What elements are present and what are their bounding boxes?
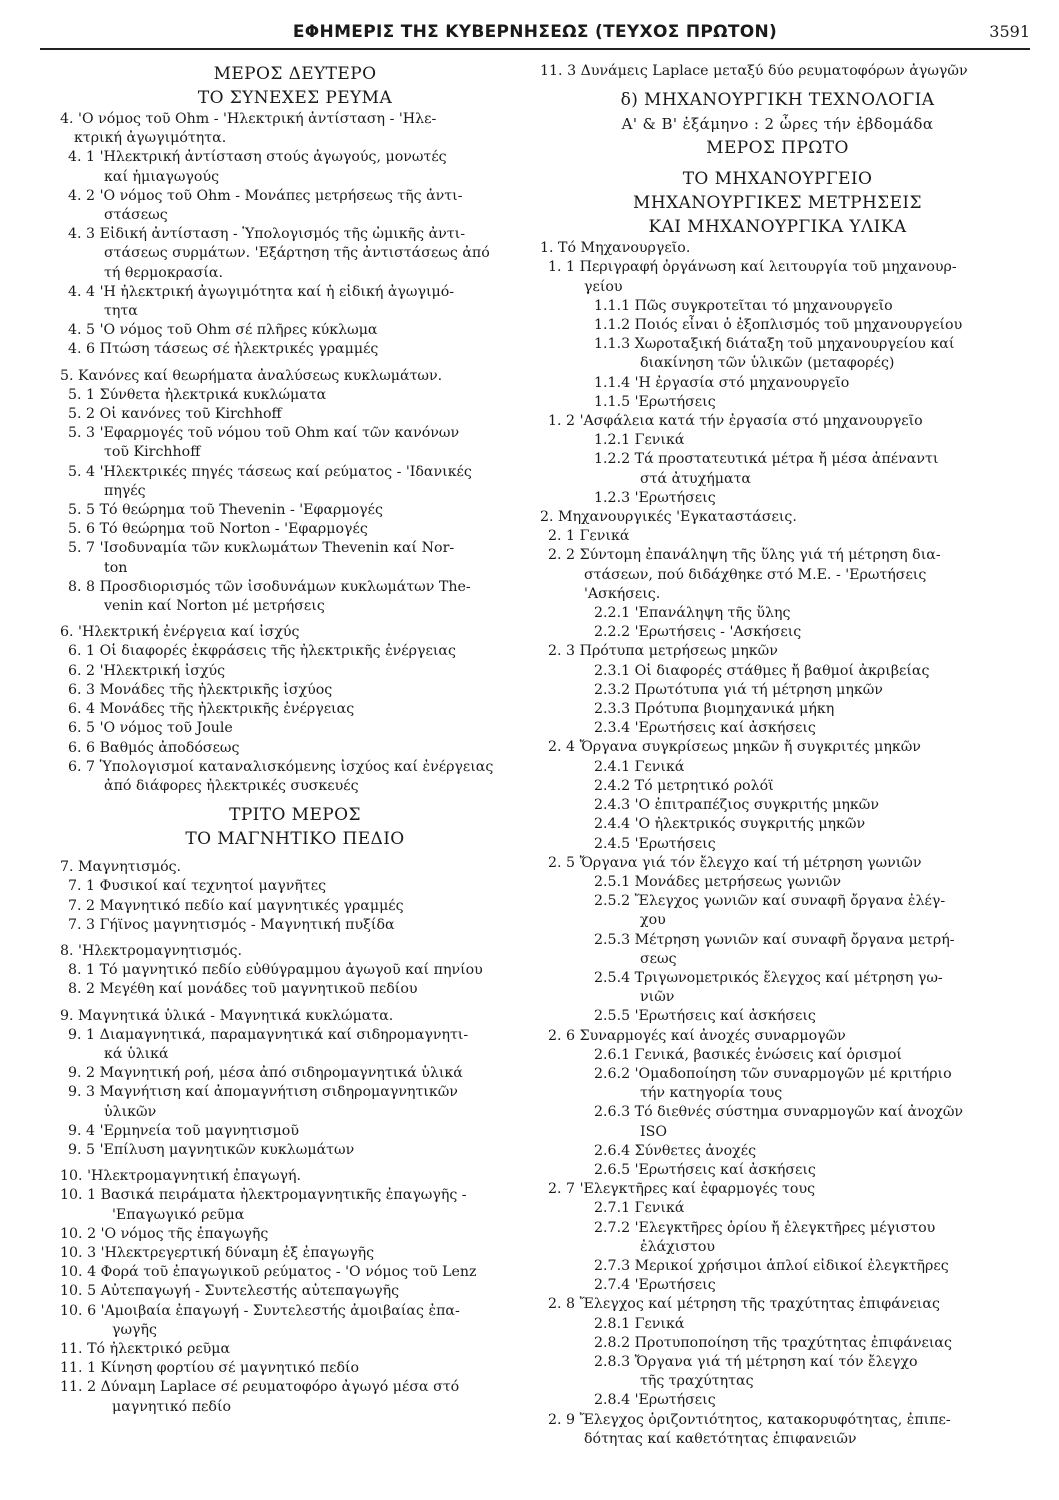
toc-entry: 6. 3 Μονάδες τῆς ἠλεκτρικῆς ἰσχύος (68, 681, 333, 698)
toc-entry: 11. Τό ἠλεκτρικό ρεῦμα (60, 1340, 231, 1357)
section-heading: ΜΕΡΟΣ ΠΡΩΤΟ (706, 138, 849, 159)
toc-entry: 7. 3 Γήϊνος μαγνητισμός - Μαγνητική πυξίδα (68, 916, 395, 933)
toc-entry: στάσεως συρμάτων. 'Εξάρτηση τῆς ἀντιστάσεως ἀπό (104, 245, 490, 262)
toc-entry: 9. 1 Διαμαγνητικά, παραμαγνητικά καί σιδηρομαγνητι- (68, 1026, 469, 1043)
toc-entry: 5. 3 'Εφαρμογές τοῦ νόμου τοῦ Ohm καί τῶν κανόνων (68, 425, 460, 442)
spacer (60, 851, 530, 858)
toc-entry: 2.3.2 Πρωτότυπα γιά τή μέτρηση μηκῶν (594, 681, 883, 698)
page-number: 3591 (989, 22, 1030, 41)
toc-entry: 2.5.2 Ἔλεγχος γωνιῶν καί συναφῆ ὄργανα ἐλέγ- (594, 893, 946, 910)
toc-entry: 8. 'Ηλεκτρομαγνητισμός. (60, 942, 242, 959)
toc-entry: 2.4.4 'Ο ἠλεκτρικός συγκριτής μηκῶν (594, 816, 866, 833)
toc-entry: 5. 7 'Ισοδυναμία τῶν κυκλωμάτων Thevenin καί Nor- (68, 540, 455, 557)
toc-entry: 2.5.4 Τριγωνομετρικός ἔλεγχος καί μέτρηση γω- (594, 969, 943, 986)
right-column (540, 62, 1015, 1449)
toc-entry: στάσεων, πού διδάχθηκε στό Μ.Ε. - 'Ερωτήσεις (584, 566, 927, 583)
toc-entry: 2. 4 Ὄργανα συγκρίσεως μηκῶν ἤ συγκριτές μηκῶν (548, 739, 921, 756)
toc-entry: 2.5.3 Μέτρηση γωνιῶν καί συναφῆ ὄργανα μετρή- (594, 931, 955, 948)
toc-entry: 2.3.1 Οἱ διαφορές στάθμες ἤ βαθμοί ἀκριβείας (594, 662, 930, 679)
toc-entry: 4. 4 'Η ἠλεκτρική ἀγωγιμότητα καί ἡ εἰδική ἀγωγιμό- (68, 283, 455, 300)
toc-entry: 4. 5 'Ο νόμος τοῦ Ohm σέ πλῆρες κύκλωμα (68, 322, 378, 339)
toc-entry: 6. 1 Οἱ διαφορές ἐκφράσεις τῆς ἠλεκτρικῆς ἐνέργειας (68, 643, 456, 660)
toc-entry: 10. 6 'Αμοιβαία ἐπαγωγή - Συντελεστής ἀμοιβαίας ἐπα- (60, 1302, 460, 1319)
toc-entry: πηγές (104, 482, 146, 499)
toc-entry: 2.7.1 Γενικά (594, 1200, 685, 1217)
toc-entry: 2.6.3 Τό διεθνές σύστημα συναρμογῶν καί ἀνοχῶν (594, 1104, 964, 1121)
toc-entry: ἀπό διάφορες ἠλεκτρικές συσκευές (104, 777, 359, 794)
section-heading: ΜΕΡΟΣ ΔΕΥΤΕΡΟ (213, 64, 377, 84)
toc-entry: 2.3.4 'Ερωτήσεις καί ἀσκήσεις (594, 720, 816, 737)
toc-entry: 2. 3 Πρότυπα μετρήσεως μηκῶν (548, 643, 778, 660)
toc-entry: 8. 1 Τό μαγνητικό πεδίο εὐθύγραμμου ἀγωγοῦ καί πηνίου (68, 962, 483, 979)
toc-entry: 8. 8 Προσδιορισμός τῶν ἰσοδυνάμων κυκλωμάτων The- (68, 578, 471, 595)
page-header (40, 18, 1030, 50)
spacer (60, 1000, 530, 1007)
toc-entry: τήν κατηγορία τους (640, 1085, 783, 1102)
toc-entry: venin καί Norton μέ μετρήσεις (104, 598, 325, 615)
toc-entry: 4. 2 'Ο νόμος τοῦ Ohm - Μονάπες μετρήσεως τῆς ἀντι- (68, 187, 463, 204)
toc-entry: 1.1.3 Χωροταξική διάταξη τοῦ μηχανουργείου καί (594, 336, 955, 353)
toc-entry: 2.7.2 'Ελεγκτῆρες ὁρίου ἤ ἐλεγκτῆρες μέγιστου (594, 1219, 936, 1236)
toc-entry: 2.4.1 Γενικά (594, 758, 685, 775)
toc-entry: 5. 1 Σύνθετα ἠλεκτρικά κυκλώματα (68, 386, 327, 403)
toc-entry: 2.4.5 'Ερωτήσεις (594, 835, 716, 852)
toc-entry: 'Ασκήσεις. (584, 585, 661, 602)
toc-entry: 1.2.2 Τά προστατευτικά μέτρα ἤ μέσα ἀπέναντι (594, 451, 939, 468)
toc-entry: 2.3.3 Πρότυπα βιομηχανικά μήκη (594, 701, 835, 718)
toc-entry: 2.6.4 Σύνθετες ἀνοχές (594, 1142, 757, 1159)
toc-entry: σεως (640, 950, 677, 967)
toc-entry: 8. 2 Μεγέθη καί μονάδες τοῦ μαγνητικοῦ πεδίου (68, 981, 418, 998)
toc-entry: 6. 7 Ὑπολογισμοί καταναλισκόμενης ἰσχύος καί ἐνέργειας (68, 758, 494, 775)
toc-entry: 2.7.4 'Ερωτήσεις (594, 1277, 716, 1294)
toc-entry: 4. 'Ο νόμος τοῦ Ohm - 'Ηλεκτρική ἀντίσταση - 'Ηλε- (60, 111, 437, 127)
toc-entry: 1. 2 'Ασφάλεια κατά τήν ἐργασία στό μηχανουργεῖο (548, 413, 923, 430)
toc-entry: 'Επαγωγικό ρεῦμα (112, 1206, 245, 1223)
toc-entry: 2.8.2 Προτυποποίηση τῆς τραχύτητας ἐπιφάνειας (594, 1334, 952, 1351)
toc-entry: τή θερμοκρασία. (104, 264, 223, 281)
spacer (60, 360, 530, 367)
toc-entry: 6. 6 Βαθμός ἀποδόσεως (68, 739, 240, 756)
toc-entry: 4. 3 Εἰδική ἀντίσταση - Ὑπολογισμός τῆς ὠμικῆς ἀντι- (68, 226, 466, 243)
toc-entry: 10. 4 Φορά τοῦ ἐπαγωγικοῦ ρεύματος - 'Ο νόμος τοῦ Lenz (60, 1264, 477, 1281)
left-column (60, 62, 530, 1417)
toc-entry: 5. 4 'Ηλεκτρικές πηγές τάσεως καί ρεύματος - 'Ιδανικές (68, 463, 472, 480)
toc-entry: 2.2.2 'Ερωτήσεις - 'Ασκήσεις (594, 624, 802, 641)
toc-entry: 5. 5 Τό θεώρημα τοῦ Thevenin - 'Εφαρμογές (68, 502, 383, 519)
section-heading: Α' & Β' ἑξάμηνο : 2 ὧρες τήν ἑβδομάδα (621, 115, 934, 134)
toc-entry: 10. 'Ηλεκτρομαγνητική ἐπαγωγή. (60, 1168, 302, 1185)
toc-entry: ἐλάχιστου (640, 1238, 716, 1255)
section-heading: ΚΑΙ ΜΗΧΑΝΟΥΡΓΙΚΑ ΥΛΙΚΑ (648, 217, 907, 238)
toc-entry: κτρική ἀγωγιμότητα. (74, 130, 227, 147)
toc-entry: 2.6.1 Γενικά, βασικές ἑνώσεις καί ὁρισμοί (594, 1046, 902, 1063)
toc-entry: ISO (640, 1123, 667, 1140)
toc-entry: τῆς τραχύτητας (640, 1373, 754, 1390)
toc-entry: 1.1.4 'Η ἐργασία στό μηχανουργεῖο (594, 374, 850, 391)
toc-entry: χου (640, 912, 666, 929)
toc-entry: 9. 5 'Επίλυση μαγνητικῶν κυκλωμάτων (68, 1141, 355, 1158)
spacer (60, 796, 530, 803)
toc-entry: ὑλικῶν (104, 1103, 157, 1120)
section-heading: ΤΟ ΣΥΝΕΧΕΣ ΡΕΥΜΑ (197, 88, 393, 108)
toc-entry: 10. 3 'Ηλεκτρεγερτική δύναμη ἐξ ἐπαγωγῆς (60, 1244, 375, 1261)
toc-entry: 6. 'Ηλεκτρική ἐνέργεια καί ἰσχύς (60, 624, 300, 641)
spacer (60, 935, 530, 942)
toc-entry: δότητας καί καθετότητας ἐπιφανειῶν (584, 1430, 857, 1447)
toc-entry: κά ὑλικά (104, 1045, 169, 1062)
toc-entry: 7. Μαγνητισμός. (60, 859, 182, 876)
toc-entry: ton (104, 559, 128, 576)
toc-entry: τοῦ Kirchhoff (104, 444, 201, 461)
section-heading: ΜΗΧΑΝΟΥΡΓΙΚΕΣ ΜΕΤΡΗΣΕΙΣ (633, 193, 922, 214)
toc-entry: στάσεως (104, 207, 168, 224)
toc-entry: 2.8.4 'Ερωτήσεις (594, 1392, 716, 1409)
toc-entry: 2.8.3 Ὄργανα γιά τή μέτρηση καί τόν ἔλεγχο (594, 1353, 918, 1370)
toc-entry: 2.5.5 'Ερωτήσεις καί ἀσκήσεις (594, 1008, 816, 1025)
toc-entry: 9. 2 Μαγνητική ροή, μέσα ἀπό σιδηρομαγνητικά ὑλικά (68, 1065, 463, 1082)
toc-entry: 1.1.2 Ποιός εἶναι ὁ ἐξοπλισμός τοῦ μηχανουργείου (594, 317, 963, 334)
toc-entry: 5. 2 Οἱ κανόνες τοῦ Kirchhoff (68, 406, 282, 423)
toc-entry: 6. 5 'Ο νόμος τοῦ Joule (68, 720, 233, 737)
toc-entry: 2.6.5 'Ερωτήσεις καί ἀσκήσεις (594, 1161, 816, 1178)
toc-entry: 1.2.3 'Ερωτήσεις (594, 489, 716, 506)
toc-entry: 2.7.3 Μερικοί χρήσιμοι ἁπλοί εἰδικοί ἐλεγκτῆρες (594, 1257, 949, 1274)
toc-entry: 9. Μαγνητικά ὑλικά - Μαγνητικά κυκλώματα. (60, 1007, 394, 1024)
section-heading: δ) ΜΗΧΑΝΟΥΡΓΙΚΗ ΤΕΧΝΟΛΟΓΙΑ (620, 90, 935, 111)
toc-entry: 7. 1 Φυσικοί καί τεχνητοί μαγνῆτες (68, 878, 327, 895)
toc-entry: 5. 6 Τό θεώρημα τοῦ Norton - 'Εφαρμογές (68, 521, 368, 538)
toc-entry: διακίνηση τῶν ὑλικῶν (μεταφορές) (640, 355, 895, 372)
toc-entry: 1. Τό Μηχανουργεῖο. (540, 240, 691, 257)
gazette-title: ΕΦΗΜΕΡΙΣ ΤΗΣ ΚΥΒΕΡΝΗΣΕΩΣ (ΤΕΥΧΟΣ ΠΡΩΤΟΝ) (292, 22, 778, 42)
toc-entry: 2. 9 Ἔλεγχος ὁριζοντιότητος, κατακορυφότητας, ἐπιπε- (548, 1411, 951, 1428)
toc-entry: 2.4.2 Τό μετρητικό ρολόϊ (594, 777, 774, 794)
toc-entry: 10. 2 'Ο νόμος τῆς ἐπαγωγῆς (60, 1225, 269, 1242)
spacer (60, 616, 530, 623)
spacer (540, 81, 1015, 88)
toc-entry: 2.4.3 'Ο ἐπιτραπέζιος συγκριτής μηκῶν (594, 797, 879, 814)
toc-entry: 5. Κανόνες καί θεωρήματα ἀναλύσεως κυκλωμάτων. (60, 367, 443, 384)
toc-entry: 2.8.1 Γενικά (594, 1315, 685, 1332)
toc-entry: 4. 6 Πτώση τάσεως σέ ἠλεκτρικές γραμμές (68, 341, 379, 358)
toc-entry: 2.5.1 Μονάδες μετρήσεως γωνιῶν (594, 873, 841, 890)
toc-entry: 2. 8 Ἔλεγχος καί μέτρηση τῆς τραχύτητας ἐπιφάνειας (548, 1296, 940, 1313)
toc-entry: μαγνητικό πεδίο (112, 1398, 232, 1415)
toc-entry: 10. 5 Αὐτεπαγωγή - Συντελεστής αὐτεπαγωγῆς (60, 1283, 400, 1300)
toc-entry: γωγῆς (112, 1321, 157, 1338)
toc-entry: 1. 1 Περιγραφή ὀργάνωση καί λειτουργία τοῦ μηχανουρ- (548, 259, 957, 276)
toc-entry: 1.1.5 'Ερωτήσεις (594, 393, 716, 410)
toc-entry: 6. 4 Μονάδες τῆς ἠλεκτρικῆς ἐνέργειας (68, 701, 355, 718)
spacer (540, 160, 1015, 167)
toc-entry: 2. 2 Σύντομη ἐπανάληψη τῆς ὕλης γιά τή μέτρηση δια- (548, 547, 941, 564)
toc-entry: 1.2.1 Γενικά (594, 432, 685, 449)
toc-entry: 2.2.1 'Επανάληψη τῆς ὕλης (594, 605, 791, 622)
section-heading: ΤΟ ΜΑΓΝΗΤΙΚΟ ΠΕΔΙΟ (185, 829, 405, 850)
toc-entry: 6. 2 'Ηλεκτρική ἰσχύς (68, 662, 226, 679)
toc-entry: 2. 6 Συναρμογές καί ἀνοχές συναρμογῶν (548, 1027, 846, 1044)
toc-entry: 4. 1 'Ηλεκτρική ἀντίσταση στούς ἀγωγούς, μονωτές (68, 149, 447, 166)
toc-entry: 10. 1 Βασικά πειράματα ἠλεκτρομαγνητικῆς ἐπαγωγῆς - (60, 1187, 467, 1204)
toc-entry: τητα (104, 303, 138, 320)
toc-entry: καί ἡμιαγωγούς (104, 168, 220, 185)
toc-entry: 11. 1 Κίνηση φορτίου σέ μαγνητικό πεδίο (60, 1360, 360, 1377)
spacer (60, 1160, 530, 1167)
toc-entry: 2. 5 Ὄργανα γιά τόν ἔλεγχο καί τή μέτρηση γωνιῶν (548, 854, 922, 871)
toc-entry: 9. 4 'Ερμηνεία τοῦ μαγνητισμοῦ (68, 1122, 299, 1139)
toc-entry: στά ἀτυχήματα (640, 470, 752, 487)
section-heading: ΤΟ ΜΗΧΑΝΟΥΡΓΕΙΟ (682, 169, 873, 190)
toc-entry: 2. 7 'Ελεγκτῆρες καί ἐφαρμογές τους (548, 1181, 816, 1198)
toc-entry: 2. Μηχανουργικές 'Εγκαταστάσεις. (540, 509, 797, 526)
toc-entry: 2.6.2 'Ομαδοποίηση τῶν συναρμογῶν μέ κριτήριο (594, 1065, 952, 1082)
toc-entry: 9. 3 Μαγνήτιση καί ἀπομαγνήτιση σιδηρομαγνητικῶν (68, 1084, 458, 1101)
toc-entry: 11. 3 Δυνάμεις Laplace μεταξύ δύο ρευματοφόρων ἀγωγῶν (540, 63, 968, 79)
toc-entry: νιῶν (640, 989, 675, 1006)
toc-entry: 2. 1 Γενικά (548, 528, 630, 545)
toc-entry: 7. 2 Μαγνητικό πεδίο καί μαγνητικές γραμμές (68, 897, 404, 914)
section-heading: ΤΡΙΤΟ ΜΕΡΟΣ (229, 805, 361, 826)
toc-entry: γείου (584, 278, 623, 295)
toc-entry: 1.1.1 Πῶς συγκροτεῖται τό μηχανουργεῖο (594, 297, 893, 314)
toc-entry: 11. 2 Δύναμη Laplace σέ ρευματοφόρο ἀγωγό μέσα στό (60, 1379, 460, 1396)
